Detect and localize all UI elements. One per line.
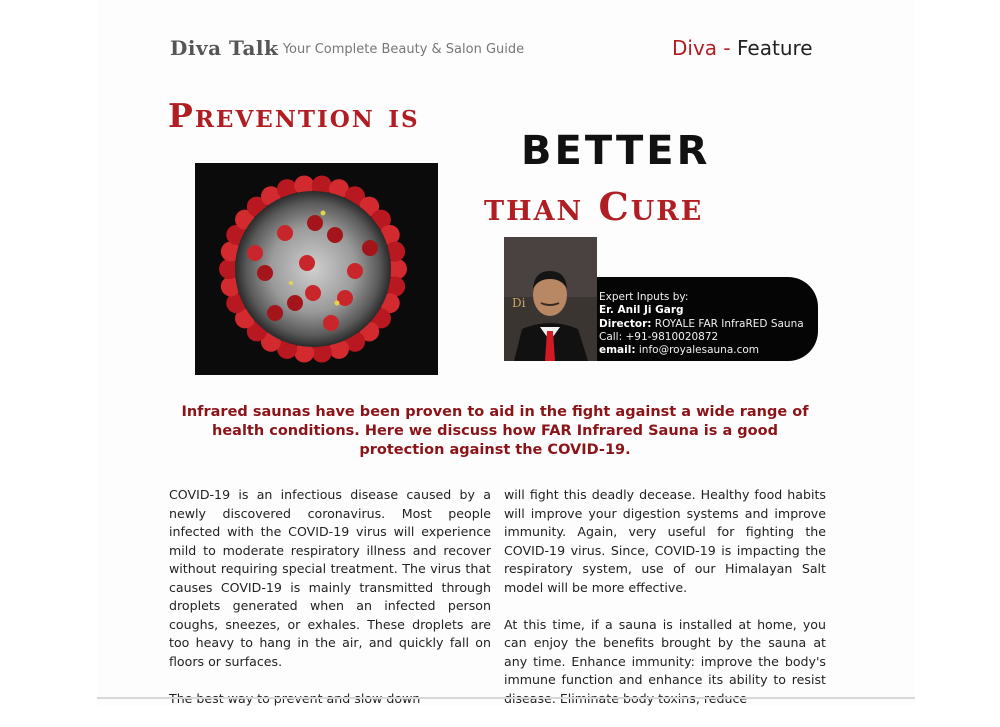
- expert-director-value: ROYALE FAR InfraRED Sauna: [651, 317, 804, 330]
- expert-email-value: info@royalesauna.com: [635, 344, 760, 357]
- spike-protein: [277, 225, 293, 241]
- section-label-separator: -: [717, 36, 737, 60]
- section-label: [672, 36, 813, 60]
- spike-protein: [267, 305, 283, 321]
- body-column-left: [169, 486, 491, 727]
- expert-name: Er. Anil Ji Garg: [599, 304, 684, 317]
- expert-photo: [504, 237, 597, 361]
- body-paragraph: At this time, if a sauna is installed at home, you can enjoy the benefits brought by the sauna at any time. Enhance immunity: improve the body's immune function and enhance its ability to resist: [504, 616, 826, 687]
- body-paragraph: will fight this deadly decease. Healthy food habits will improve your digestion systems and improve immunity. Again, very useful for fighting the COVID-19 virus. Since, COVID-19 is impacting the respiratory system, use of our Himalayan Salt model will be more effective.: [504, 487, 826, 595]
- expert-director-label: Director:: [599, 317, 652, 330]
- article-intro: Infrared saunas have been proven to aid in the fight against a wide range of health conditions. Here we discuss how FAR Infrared Sauna is a good protection against the COVID-19.: [181, 404, 809, 458]
- spike-protein: [323, 315, 339, 331]
- article-title-line3: than Cure: [484, 184, 704, 229]
- coronavirus-image: [195, 163, 438, 375]
- expert-details: [599, 291, 804, 357]
- coronavirus-illustration: [195, 163, 438, 375]
- spike-protein: [257, 265, 273, 281]
- magazine-brand: Diva Talk: [170, 36, 279, 60]
- section-label-diva: Diva: [672, 36, 718, 60]
- spike-protein: [287, 295, 303, 311]
- article-title-line2: BETTER: [521, 128, 711, 174]
- page-bottom-divider: [97, 697, 915, 699]
- magazine-tagline: - Your Complete Beauty & Salon Guide: [274, 42, 525, 57]
- spike-protein: [362, 240, 378, 256]
- expert-email-label: email:: [599, 344, 636, 357]
- article-title-line1: Prevention is: [168, 96, 420, 135]
- expert-phone: Call: +91-9810020872: [599, 330, 719, 343]
- spike-protein: [307, 215, 323, 231]
- section-label-name: Feature: [737, 36, 813, 60]
- body-column-right: [504, 486, 826, 727]
- spike-protein: [327, 227, 343, 243]
- expert-label: Expert Inputs by:: [599, 291, 689, 303]
- spike-protein: [247, 245, 263, 261]
- expert-portrait: [504, 237, 597, 361]
- spike-protein: [347, 263, 363, 279]
- photo-badge-text: Di: [512, 296, 526, 310]
- body-paragraph: COVID-19 is an infectious disease caused by a newly discovered coronavirus. Most people infected with the COVID-19 virus will experience mild to moderate respiratory illness and recover without requiring special treatment. The virus that causes COVID-19 is mainly transmitted through droplets generated when an infected person coughs, sneezes, or exhales. These droplets are too heavy to hang in the air, and quickly fall on floors or surfaces.: [169, 487, 491, 669]
- spike-protein: [305, 285, 321, 301]
- spike-protein: [299, 255, 315, 271]
